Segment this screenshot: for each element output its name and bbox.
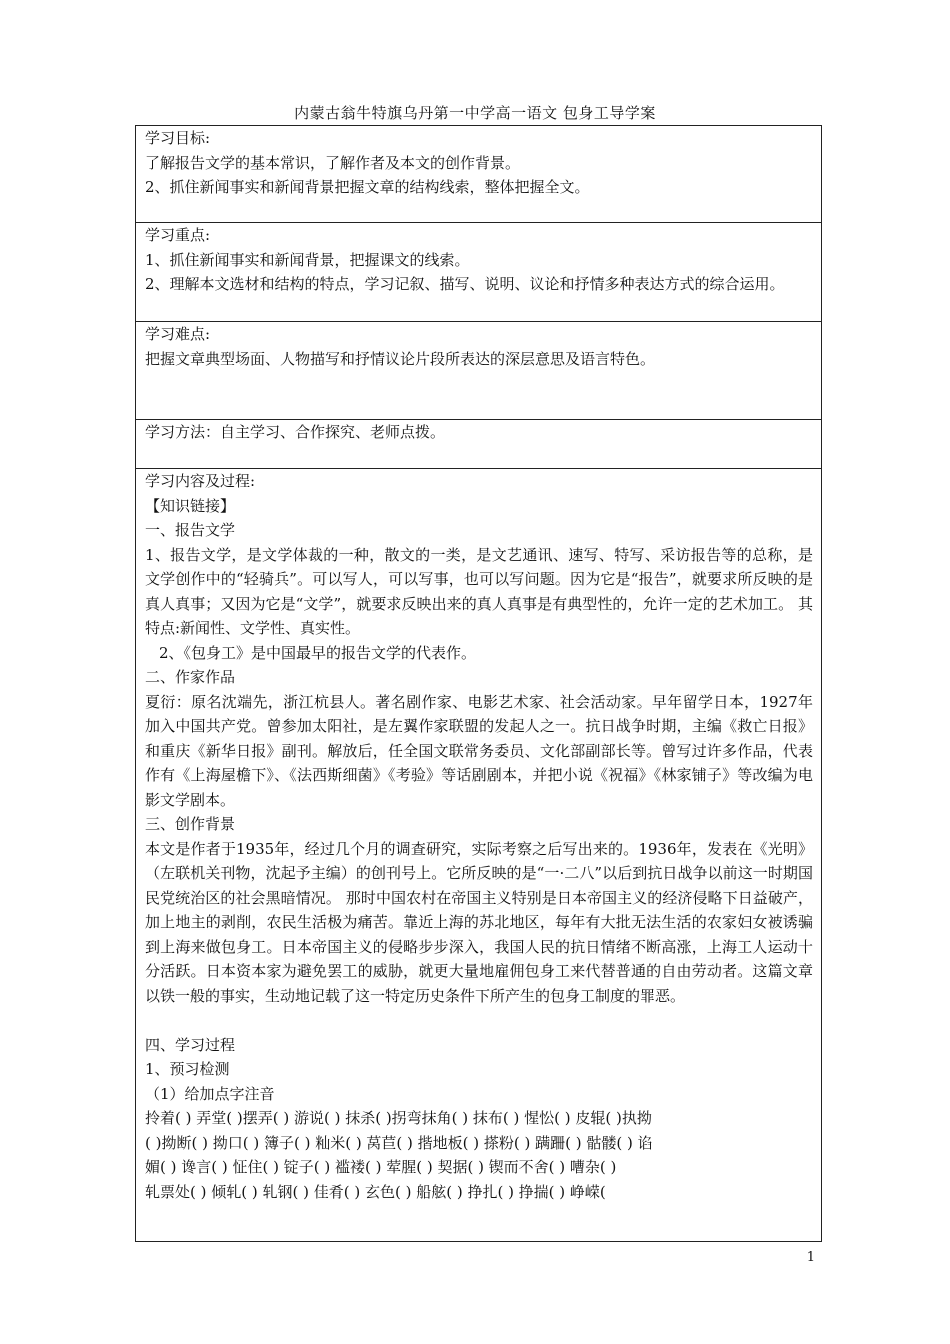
background-paragraph: 本文是作者于1935年，经过几个月的调查研究，实际考察之后写出来的。1936年，发表在《光明》（左联机关刊物，沈起予主编）的创刊号上。它所反映的是“一·二八”以后到抗日战争以前这一时期国民党统治区的社会黑暗情况。 那时中国农村在帝国主义特别是日本帝国主义的经济侵略下日益破产，加上地主的剥削，农民生活极为痛苦。靠近上海的苏北地区，每年有大批无法生活的农家妇女被诱骗到上海来做包身工。日本帝国主义的侵略步步深入，我国人民的抗日情绪不断高涨，上海工人运动十分活跃。日本资本家为避免罢工的威胁，就更大量地雇佣包身工来代替普通的自由劳动者。这篇文章以铁一般的事实，生动地记载了这一特定历史条件下所产生的包身工制度的罪恶。	[145, 839, 813, 1005]
pinyin-exercise-line: 媚( ) 谗言( ) 怔住( ) 锭子( ) 褴褛( ) 荤腥( ) 契据( ) 锲而不舍( ) 嘈杂( )	[145, 1158, 617, 1176]
goals-heading: 学习目标:	[145, 129, 211, 147]
key-points-cell	[136, 223, 821, 322]
key-points-item: 1、抓住新闻事实和新闻背景，把握课文的线索。	[145, 250, 470, 269]
knowledge-link-heading: 【知识链接】	[145, 496, 236, 515]
difficulties-text: 把握文章典型场面、人物描写和抒情议论片段所表达的深层意思及语言特色。	[145, 349, 656, 368]
blank-line	[145, 1008, 813, 1033]
method-text: 学习方法：自主学习、合作探究、老师点拨。	[145, 423, 446, 441]
pinyin-exercise-line: 轧票处( ) 倾轧( ) 轧钢( ) 佳肴( ) 玄色( ) 船舷( ) 挣扎( ) 挣揣( ) 峥嵘(	[145, 1182, 606, 1201]
goals-cell	[136, 126, 821, 223]
page-number: 1	[806, 1250, 815, 1265]
section-heading: 二、作家作品	[145, 668, 236, 686]
goals-item: 了解报告文学的基本常识，了解作者及本文的创作背景。	[145, 153, 521, 172]
subsection-heading: 1、预习检测	[145, 1060, 230, 1078]
pinyin-exercise-line: ( )拗断( ) 拗口( ) 簿子( ) 籼米( ) 莴苣( ) 揩地板( ) 搽粉( ) 蹒跚( ) 骷髅( ) 谄	[145, 1133, 653, 1152]
key-points-item: 2、理解本文选材和结构的特点，学习记叙、描写、说明、议论和抒情多种表达方式的综合运用。	[145, 275, 785, 293]
subsection-heading: （1）给加点字注音	[145, 1084, 275, 1103]
key-points-heading: 学习重点:	[145, 226, 211, 244]
section-heading: 三、创作背景	[145, 815, 236, 833]
method-cell	[136, 420, 821, 469]
worksheet-table	[135, 125, 822, 1242]
difficulties-heading: 学习难点:	[145, 325, 211, 343]
content-cell	[136, 469, 821, 1243]
pinyin-exercise-line: 拎着( ) 弄堂( )摆弄( ) 游说( ) 抹杀( )拐弯抹角( ) 抹布( ) 惺忪( ) 皮辊( )执拗	[145, 1109, 652, 1127]
goals-item: 2、抓住新闻事实和新闻背景把握文章的结构线索，整体把握全文。	[145, 178, 590, 196]
section-heading: 一、报告文学	[145, 521, 236, 539]
content-heading: 学习内容及过程:	[145, 472, 256, 490]
reportage-paragraph: 2、《包身工》是中国最早的报告文学的代表作。	[159, 643, 477, 662]
section-heading: 四、学习过程	[145, 1035, 236, 1054]
page-title: 内蒙古翁牛特旗乌丹第一中学高一语文 包身工导学案	[294, 104, 656, 122]
difficulties-cell	[136, 322, 821, 420]
author-paragraph: 夏衍：原名沈端先，浙江杭县人。著名剧作家、电影艺术家、社会活动家。早年留学日本，1927年加入中国共产党。曾参加太阳社，是左翼作家联盟的发起人之一。抗日战争时期，主编《救亡日报》和重庆《新华日报》副刊。解放后，任全国文联常务委员、文化部副部长等。曾写过许多作品，代表作有《上海屋檐下》、《法西斯细菌》《考验》等话剧剧本，并把小说《祝福》《林家铺子》等改编为电影文学剧本。	[145, 692, 813, 809]
reportage-paragraph: 1、报告文学，是文学体裁的一种，散文的一类，是文艺通讯、速写、特写、采访报告等的总称，是文学创作中的“轻骑兵”。可以写人，可以写事，也可以写问题。因为它是“报告”，就要求所反映的是真人真事；又因为它是“文学”，就要求反映出来的真人真事是有典型性的，允许一定的艺术加工。 其特点:新闻性、文学性、真实性。	[145, 545, 813, 637]
